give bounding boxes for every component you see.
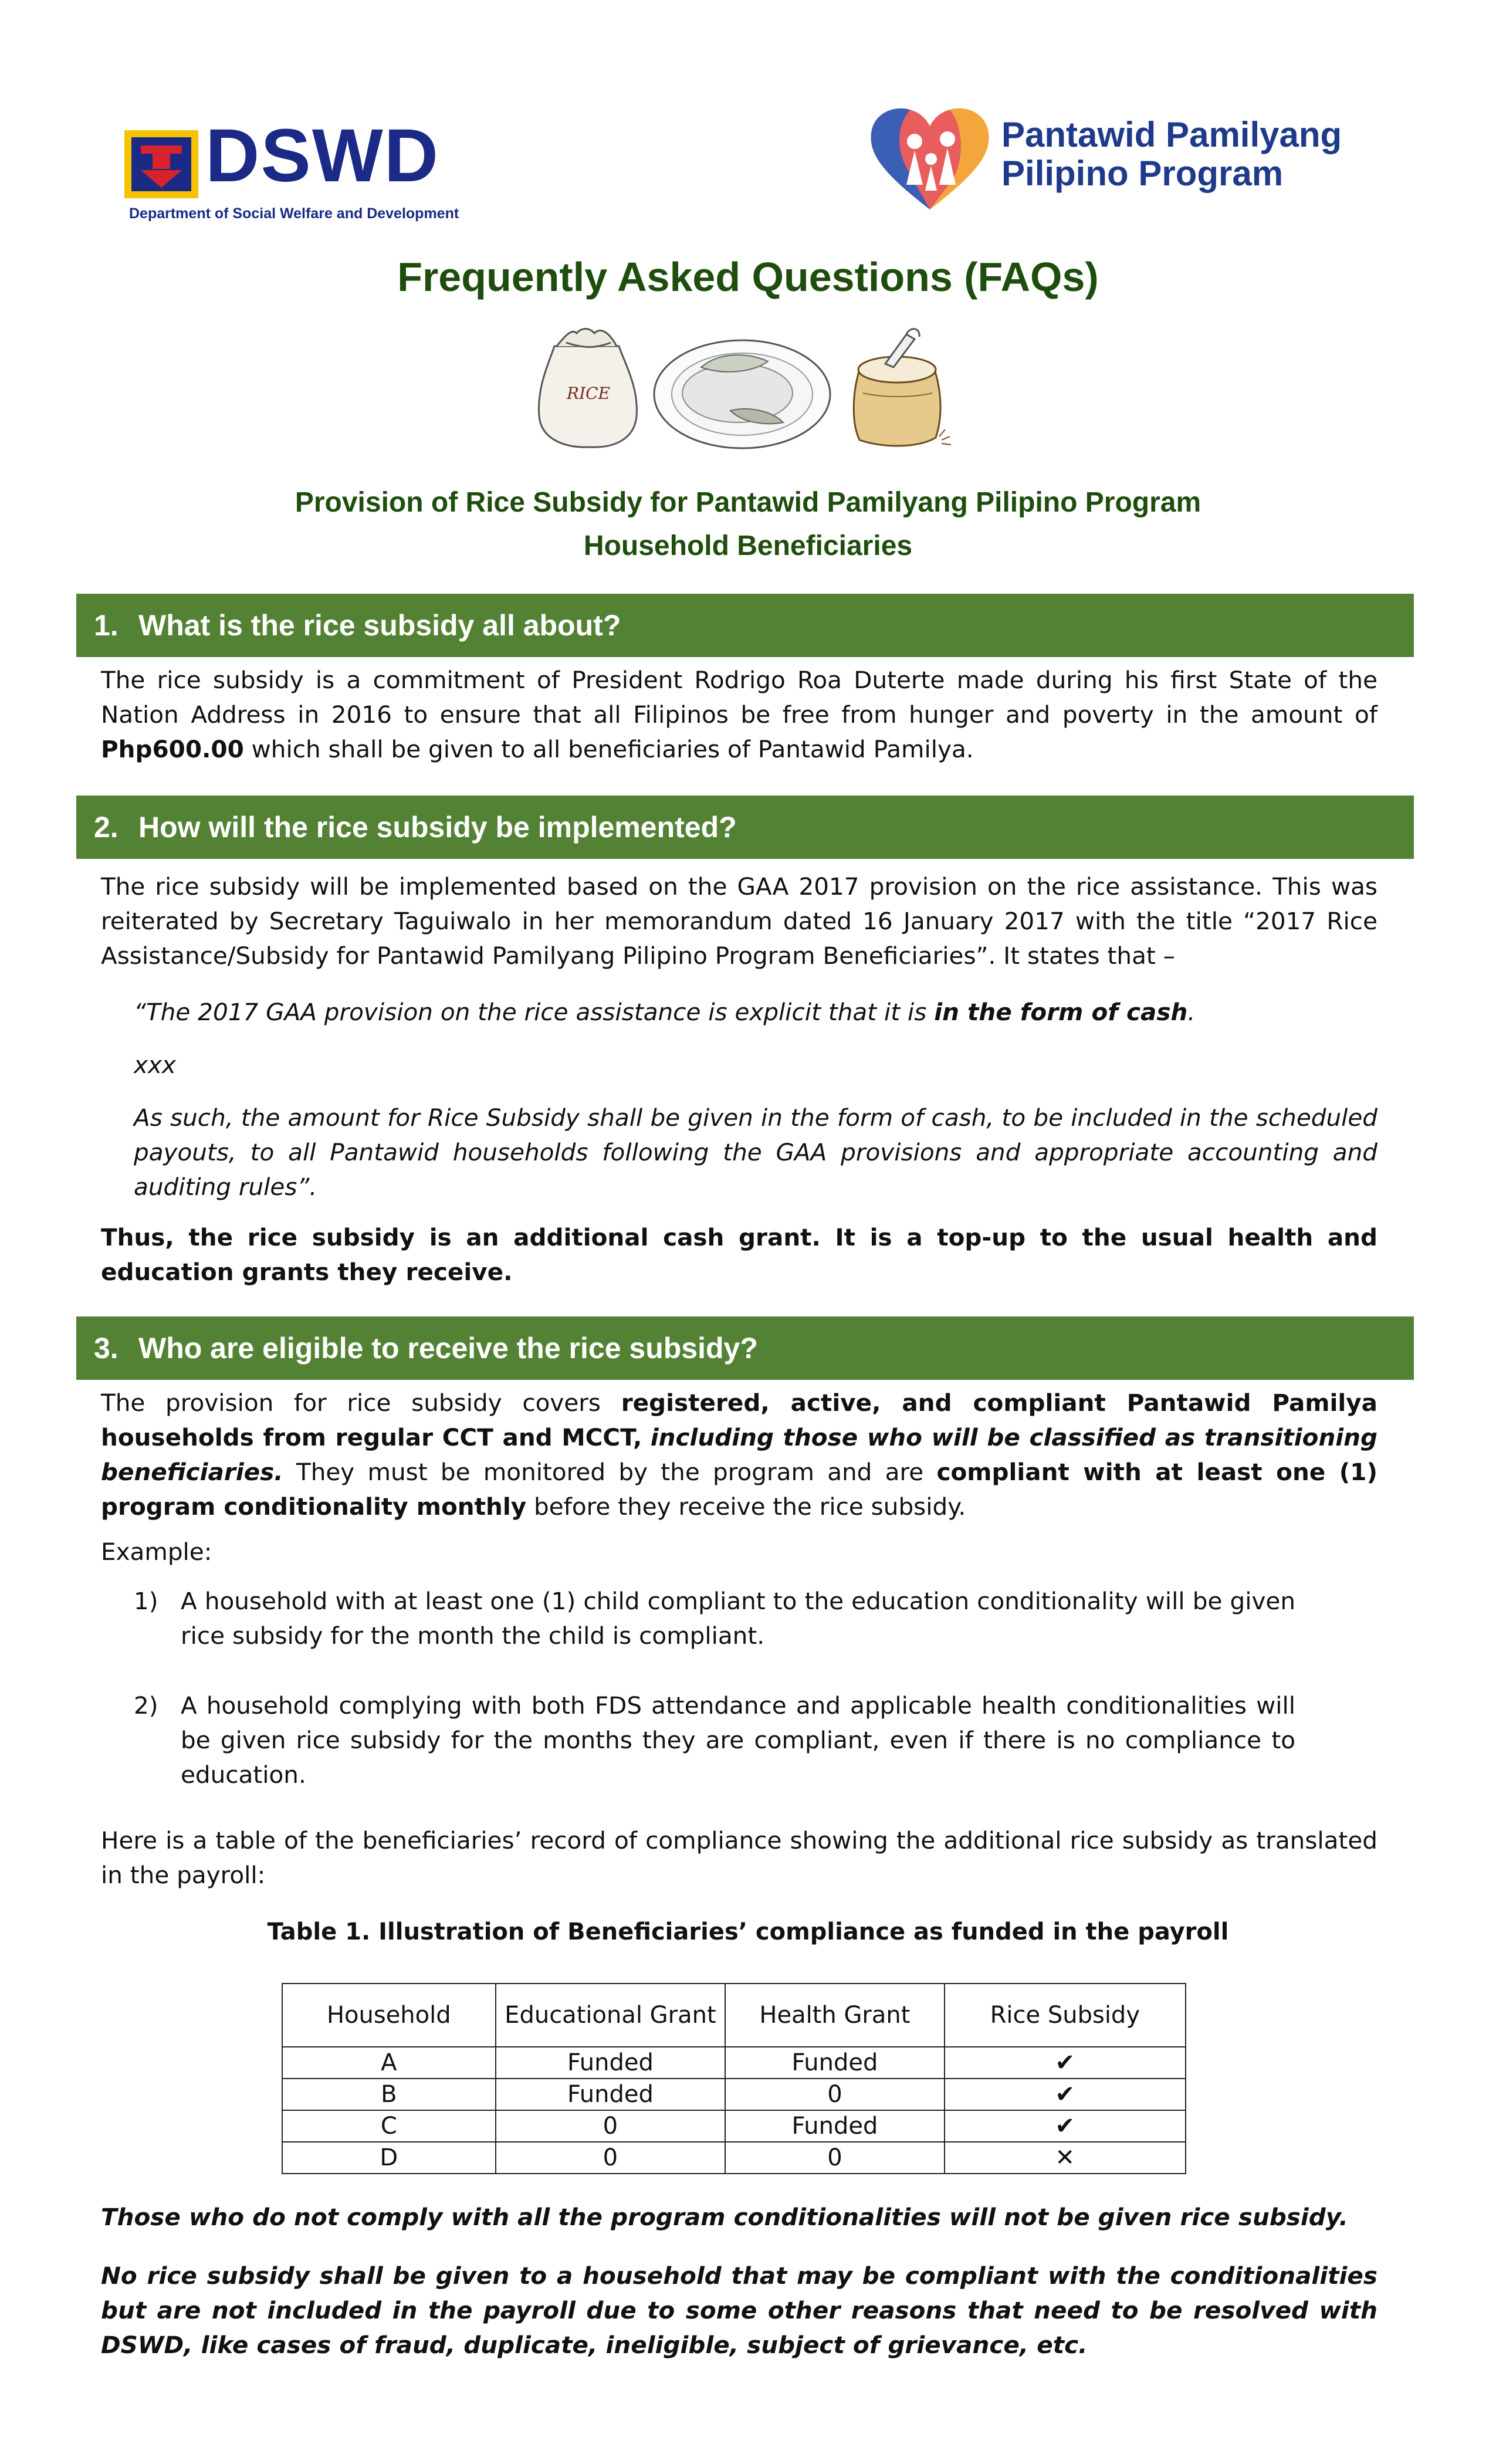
dswd-logo [123,114,459,226]
rice-basket-icon [854,329,951,446]
check-icon: ✔ [945,2079,1186,2110]
table-intro: Here is a table of the beneficiaries’ record of compliance showing the additional rice subsidy as translated in the payroll: [101,1826,1377,1889]
quote-1-text: “The 2017 GAA provision on the rice assistance is explicit that it is [134,998,935,1026]
section-1-question: What is the rice subsidy all about? [138,609,621,642]
rice-plate-icon [654,340,830,448]
quote-separator: xxx [134,1051,176,1079]
table-header-row [282,1984,1186,2047]
section-2-header [76,796,1414,859]
quote-1-bold: in the form of cash [934,998,1188,1026]
table-cell: 0 [496,2110,726,2142]
section-1-answer [101,663,1377,767]
s3-text-g: before they receive the rice subsidy. [526,1492,966,1521]
section-2-question: How will the rice subsidy be implemented? [138,811,737,844]
quote-1-end: . [1187,998,1196,1026]
rice-bag-label: RICE [566,384,611,403]
pantawid-logo [865,103,1346,220]
pantawid-logo-text [1001,116,1342,193]
section-3-number: 3. [94,1332,119,1365]
check-icon: ✔ [945,2110,1186,2142]
dswd-logo-text: DSWD [205,114,440,198]
header-educational-grant: Educational Grant [496,1984,726,2047]
list-item-text: A household with at least one (1) child compliant to the education conditionality will be given rice subsidy for the month the child is compliant. [181,1587,1295,1650]
table-cell: 0 [725,2079,944,2110]
table-cell: D [282,2142,496,2174]
section-1-text: The rice subsidy is a commitment of President Rodrigo Roa Duterte made during his first State of the Nation Address in 2016 to ensure that all Filipinos be free from hunger and poverty in the amount of [101,666,1377,729]
table-row [282,2110,1186,2142]
rice-sack-icon [539,329,637,448]
header-household: Household [282,1984,496,2047]
family-heart-icon [865,103,994,214]
table-cell: B [282,2079,496,2110]
table-cell: Funded [725,2047,944,2079]
rice-illustration [531,323,953,452]
table-cell: A [282,2047,496,2079]
page-title: Frequently Asked Questions (FAQs) [397,254,1099,300]
s3-text-c [642,1423,650,1451]
list-item-number: 1) [134,1587,158,1615]
header-health-grant: Health Grant [725,1984,944,2047]
note-noncompliance: Those who do not comply with all the program conditionalities will not be given rice subsidy. [101,2203,1348,2231]
compliance-table [282,1983,1186,2174]
document-subtitle [0,481,1496,568]
rice-subsidy-amount: Php600.00 [101,735,244,763]
section-1-text-end: which shall be given to all beneficiaries of Pantawid Pamilya. [243,735,974,763]
section-2-conclusion: Thus, the rice subsidy is an additional cash grant. It is a top-up to the usual health and education grants they receive. [101,1223,1377,1286]
s3-text-d: including those who will be classified as transitioning beneficiaries. [101,1423,1377,1486]
table-caption: Table 1. Illustration of Beneficiaries’ compliance as funded in the payroll [267,1918,1229,1945]
check-icon: ✔ [945,2047,1186,2079]
list-item-text: A household complying with both FDS attendance and applicable health conditionalities will be given rice subsidy for the months they are compliant, even if there is no compliance to education. [181,1691,1295,1789]
s3-text-f: compliant with at least one (1) program conditionality monthly [101,1458,1377,1521]
subtitle-line2: Household Beneficiaries [583,530,913,561]
pantawid-logo-line2: Pilipino Program [1001,154,1284,193]
section-1-number: 1. [94,609,119,642]
header-rice-subsidy: Rice Subsidy [945,1984,1186,2047]
table-cell: 0 [725,2142,944,2174]
table-row [282,2047,1186,2079]
pantawid-logo-line1: Pantawid Pamilyang [1001,115,1342,154]
dswd-emblem-icon [123,129,199,199]
subtitle-line1: Provision of Rice Subsidy for Pantawid Pamilyang Pilipino Program [295,487,1201,518]
section-2-number: 2. [94,811,119,844]
section-3-header [76,1316,1414,1380]
table-cell: Funded [725,2110,944,2142]
dswd-subtitle: Department of Social Welfare and Development [129,205,459,222]
example-label: Example: [101,1538,212,1566]
table-cell: Funded [496,2079,726,2110]
memo-quote-1 [134,995,1377,1030]
s3-text-b: registered, active, and compliant Pantawid Pamilya households from regular CCT and MCCT, [101,1389,1378,1451]
section-3-question: Who are eligible to receive the rice subsidy? [138,1332,758,1365]
table-row [282,2079,1186,2110]
memo-quote-2: As such, the amount for Rice Subsidy shall be given in the form of cash, to be included in the scheduled payouts, to all Pantawid households following the GAA provisions and appropriate accounting and auditing rules”. [134,1104,1377,1201]
list-item-number: 2) [134,1691,158,1720]
table-row [282,2142,1186,2174]
s3-text-e: They must be monitored by the program and are [283,1458,937,1486]
note-payroll-exclusion: No rice subsidy shall be given to a household that may be compliant with the conditionalities but are not included in the payroll due to some other reasons that need to be resolved with DSWD, like cases of fraud, duplicate, ineligible, subject of grievance, etc. [101,2262,1377,2359]
table-cell: 0 [496,2142,726,2174]
section-3-paragraph [101,1386,1377,1524]
section-1-header [76,594,1414,657]
section-2-paragraph: The rice subsidy will be implemented based on the GAA 2017 provision on the rice assistance. This was reiterated by Secretary Taguiwalo in her memorandum dated 16 January 2017 with the title “2017 Rice Assistance/Subsidy for Pantawid Pamilyang Pilipino Program Beneficiaries”. It states that – [101,872,1377,970]
s3-text-a: The provision for rice subsidy covers [101,1389,621,1417]
table-cell: C [282,2110,496,2142]
table-cell: Funded [496,2047,726,2079]
cross-icon: ✕ [945,2142,1186,2174]
